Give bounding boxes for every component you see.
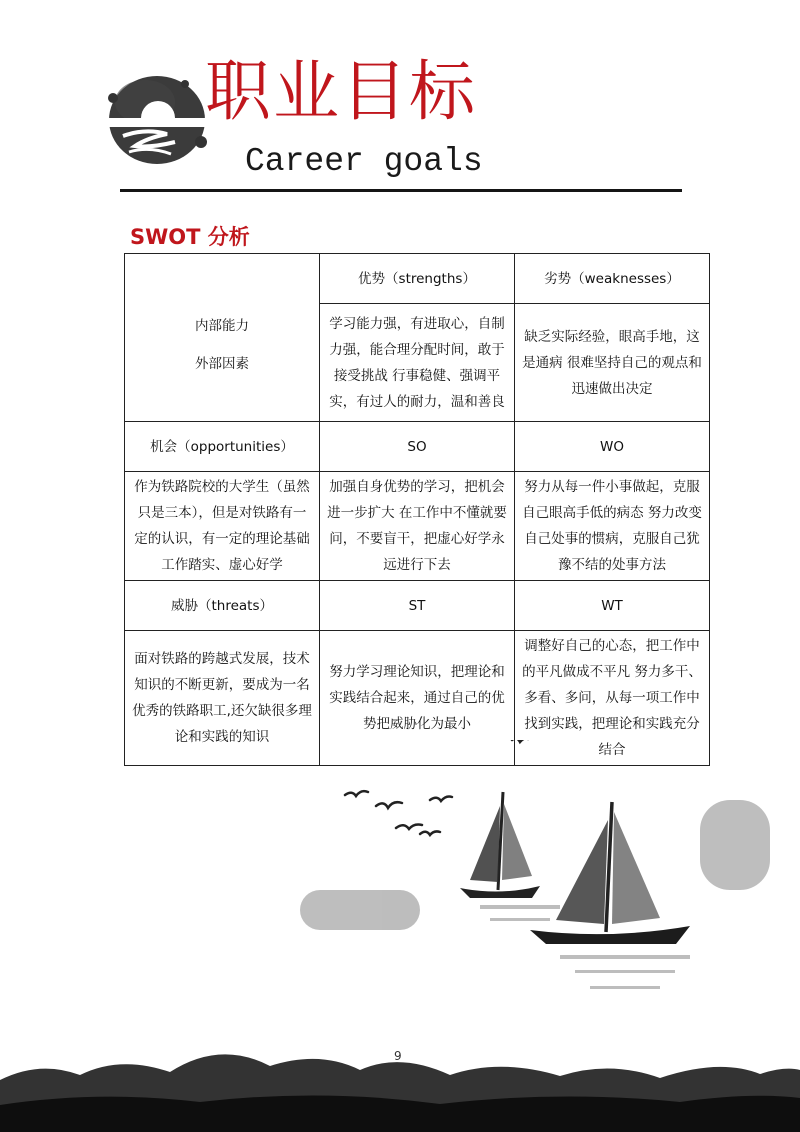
opportunities-cell: 作为铁路院校的大学生（虽然只是三本），但是对铁路有一定的认识，有一定的理论基础 工作踏实、虚心好学	[125, 472, 320, 581]
st-cell: 努力学习理论知识，把理论和实践结合起来，通过自己的优势把威胁化为最小	[320, 631, 515, 766]
so-header: SO	[320, 422, 515, 472]
weaknesses-cell: 缺乏实际经验，眼高手地，这是通病 很难坚持自己的观点和迅速做出决定	[515, 304, 710, 422]
ink-sun-logo-icon	[105, 68, 215, 168]
strengths-header: 优势（strengths）	[320, 254, 515, 304]
swot-table	[124, 253, 710, 766]
weaknesses-header: 劣势（weaknesses）	[515, 254, 710, 304]
title-divider	[120, 189, 682, 192]
threats-header: 威胁（threats）	[125, 581, 320, 631]
corner-internal-label: 内部能力	[195, 317, 249, 334]
so-cell: 加强自身优势的学习，把机会进一步扩大 在工作中不懂就要问，不要盲干，把虚心好学永远进行下去	[320, 472, 515, 581]
threats-cell: 面对铁路的跨越式发展，技术知识的不断更新，要成为一名优秀的铁路职工,还欠缺很多理论和实践的知识	[125, 631, 320, 766]
sailboat-small-icon	[460, 792, 540, 898]
wt-cell: 调整好自己的心态，把工作中的平凡做成不平凡 努力多干、多看、多问，从每一项工作中找到实践，把理论和实践充分结合	[515, 631, 710, 766]
wt-header: WT	[515, 581, 710, 631]
sailboat-scenery-illustration	[0, 740, 800, 1132]
section-heading: SWOT 分析	[130, 225, 250, 249]
corner-external-label: 外部因素	[195, 355, 249, 372]
page-title: 职业目标	[205, 53, 477, 130]
page-subtitle: Career goals	[245, 143, 483, 180]
st-header: ST	[320, 581, 515, 631]
opportunities-header: 机会（opportunities）	[125, 422, 320, 472]
strengths-cell: 学习能力强，有进取心，自制力强，能合理分配时间，敢于接受挑战 行事稳健、强调平实，有过人的耐力，温和善良	[320, 304, 515, 422]
page-number: 9	[394, 1049, 402, 1063]
corner-cell	[125, 254, 320, 422]
sailboat-large-icon	[530, 802, 690, 944]
wo-cell: 努力从每一件小事做起，克服自己眼高手低的病态 努力改变自己处事的惯病，克服自己犹豫不结的处事方法	[515, 472, 710, 581]
wo-header: WO	[515, 422, 710, 472]
